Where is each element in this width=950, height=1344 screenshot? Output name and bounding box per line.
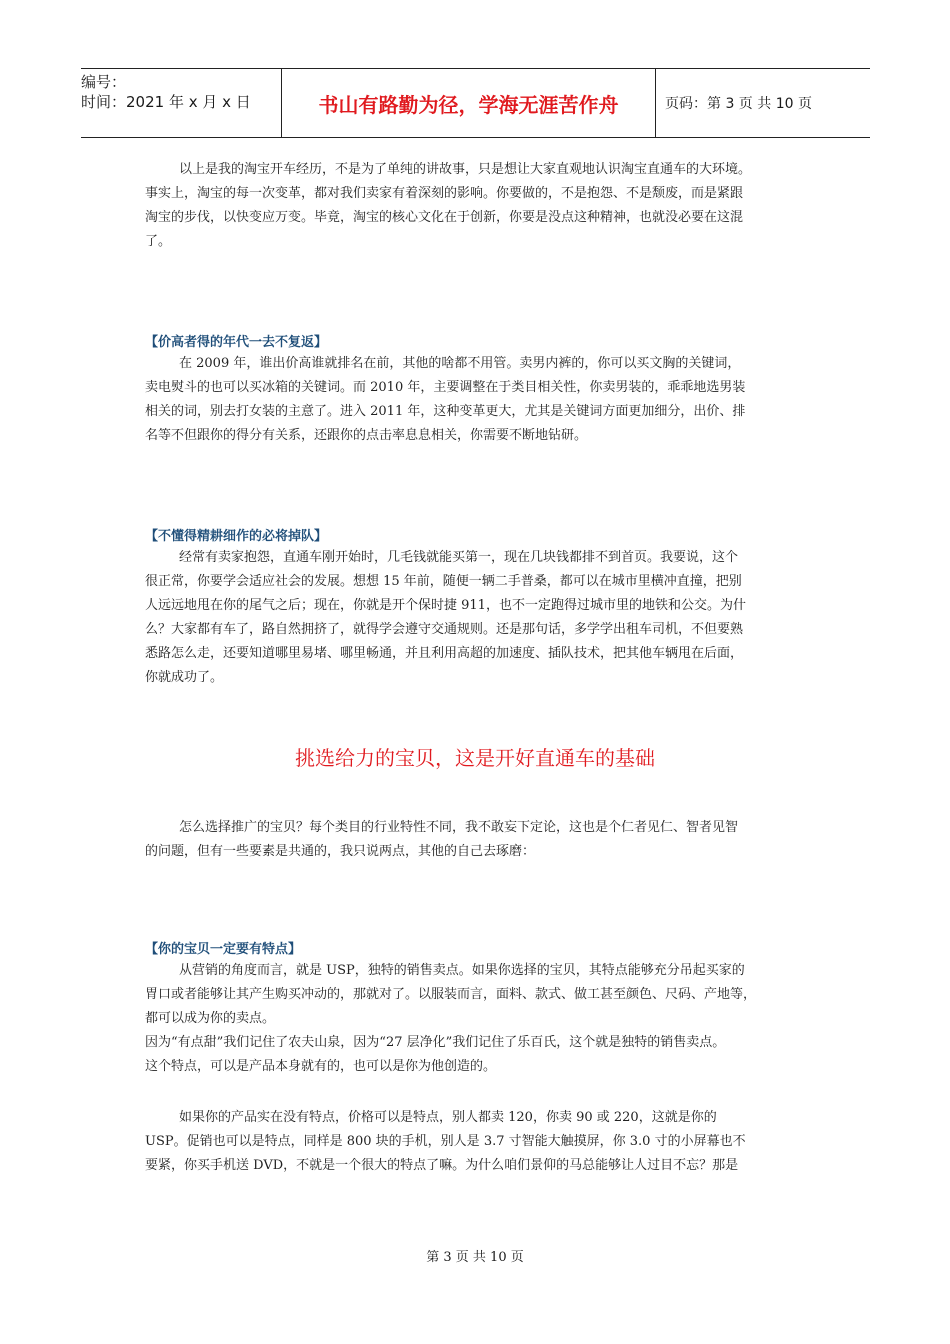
- text-line: 悉路怎么走，还要知道哪里易堵、哪里畅通，并且利用高超的加速度、插队技术，把其他车辆甩在后面，: [145, 646, 744, 661]
- paragraph-section2: [145, 546, 810, 690]
- paragraph-section1: [145, 352, 810, 448]
- text-line: 名等不但跟你的得分有关系，还跟你的点击率息息相关，你需要不断地钻研。: [145, 428, 588, 443]
- section-heading: 【不懂得精耕细作的必将掉队】: [145, 529, 328, 544]
- paragraph-usp: [145, 1106, 810, 1178]
- text-line: 都可以成为你的卖点。: [145, 1011, 276, 1026]
- text-line: 么？大家都有车了，路自然拥挤了，就得学会遵守交通规则。还是那句话，多学学出租车司机，不但要熟: [145, 622, 744, 637]
- text-line: 从营销的角度而言，就是 USP，独特的销售卖点。如果你选择的宝贝，其特点能够充分吊起买家的: [179, 963, 745, 978]
- header-motto: 书山有路勤为径，学海无涯苦作舟: [281, 69, 656, 137]
- text-line: 在 2009 年，谁出价高谁就排名在前，其他的啥都不用管。卖男内裤的，你可以买文胸的关键词，: [179, 356, 741, 371]
- text-line: 你就成功了。: [145, 670, 224, 685]
- text-line: 如果你的产品实在没有特点，价格可以是特点，别人都卖 120，你卖 90 或 220，这就是你的: [179, 1110, 717, 1125]
- text-line: 卖电熨斗的也可以买冰箱的关键词。而 2010 年，主要调整在于类目相关性，你卖男装的，乖乖地选男装: [145, 380, 746, 395]
- text-line: 怎么选择推广的宝贝？每个类目的行业特性不同，我不敢妄下定论，这也是个仁者见仁、智者见智: [179, 820, 739, 835]
- section-heading: 【价高者得的年代一去不复返】: [145, 335, 328, 350]
- text-line: 了。: [145, 234, 172, 249]
- number-label: 编号：: [81, 73, 127, 91]
- paragraph-section3: [145, 959, 810, 1079]
- text-line: 的问题，但有一些要素是共通的，我只说两点，其他的自己去琢磨：: [145, 844, 536, 859]
- text-line: 这个特点，可以是产品本身就有的，也可以是你为他创造的。: [145, 1059, 497, 1074]
- text-line: 人远远地甩在你的尾气之后；现在，你就是开个保时捷 911，也不一定跑得过城市里的地铁和公交。为什: [145, 598, 746, 613]
- main-title: 挑选给力的宝贝，这是开好直通车的基础: [295, 746, 655, 770]
- section-heading: 【你的宝贝一定要有特点】: [145, 942, 302, 957]
- text-line: 很正常，你要学会适应社会的发展。想想 15 年前，随便一辆二手普桑，都可以在城市里横冲直撞，把别: [145, 574, 742, 589]
- paragraph-intro: [145, 158, 810, 254]
- text-line: 以上是我的淘宝开车经历，不是为了单纯的讲故事，只是想让大家直观地认识淘宝直通车的大环境。: [179, 162, 752, 177]
- text-line: 淘宝的步伐，以快变应万变。毕竟，淘宝的核心文化在于创新，你要是没点这种精神，也就没必要在这混: [145, 210, 744, 225]
- time-label: 时间：2021 年 x 月 x 日: [81, 93, 251, 111]
- text-line: 经常有卖家抱怨，直通车刚开始时，几毛钱就能买第一，现在几块钱都排不到首页。我要说，这个: [179, 550, 739, 565]
- header-page-label: 页码：第 3 页 共 10 页: [665, 96, 812, 112]
- text-line: 要紧，你买手机送 DVD，不就是一个很大的特点了嘛。为什么咱们景仰的马总能够让人过目不忘？那是: [145, 1158, 739, 1173]
- page-header: [81, 68, 870, 138]
- header-meta: [81, 69, 281, 140]
- text-line: 相关的词，别去打女装的主意了。进入 2011 年，这种变革更大，尤其是关键词方面更加细分，出价、排: [145, 404, 746, 419]
- text-line: 胃口或者能够让其产生购买冲动的，那就对了。以服装而言，面料、款式、做工甚至颜色、尺码、产地等，: [145, 987, 757, 1002]
- page-footer: 第 3 页 共 10 页: [426, 1250, 524, 1265]
- text-line: 事实上，淘宝的每一次变革，都对我们卖家有着深刻的影响。你要做的，不是抱怨、不是颓废，而是紧跟: [145, 186, 744, 201]
- paragraph-choose: [145, 816, 810, 864]
- text-line: 因为“有点甜”我们记住了农夫山泉，因为“27 层净化”我们记住了乐百氏，这个就是独特的销售卖点。: [145, 1035, 726, 1050]
- text-line: USP。促销也可以是特点，同样是 800 块的手机，别人是 3.7 寸智能大触摸屏，你 3.0 寸的小屏幕也不: [145, 1134, 746, 1149]
